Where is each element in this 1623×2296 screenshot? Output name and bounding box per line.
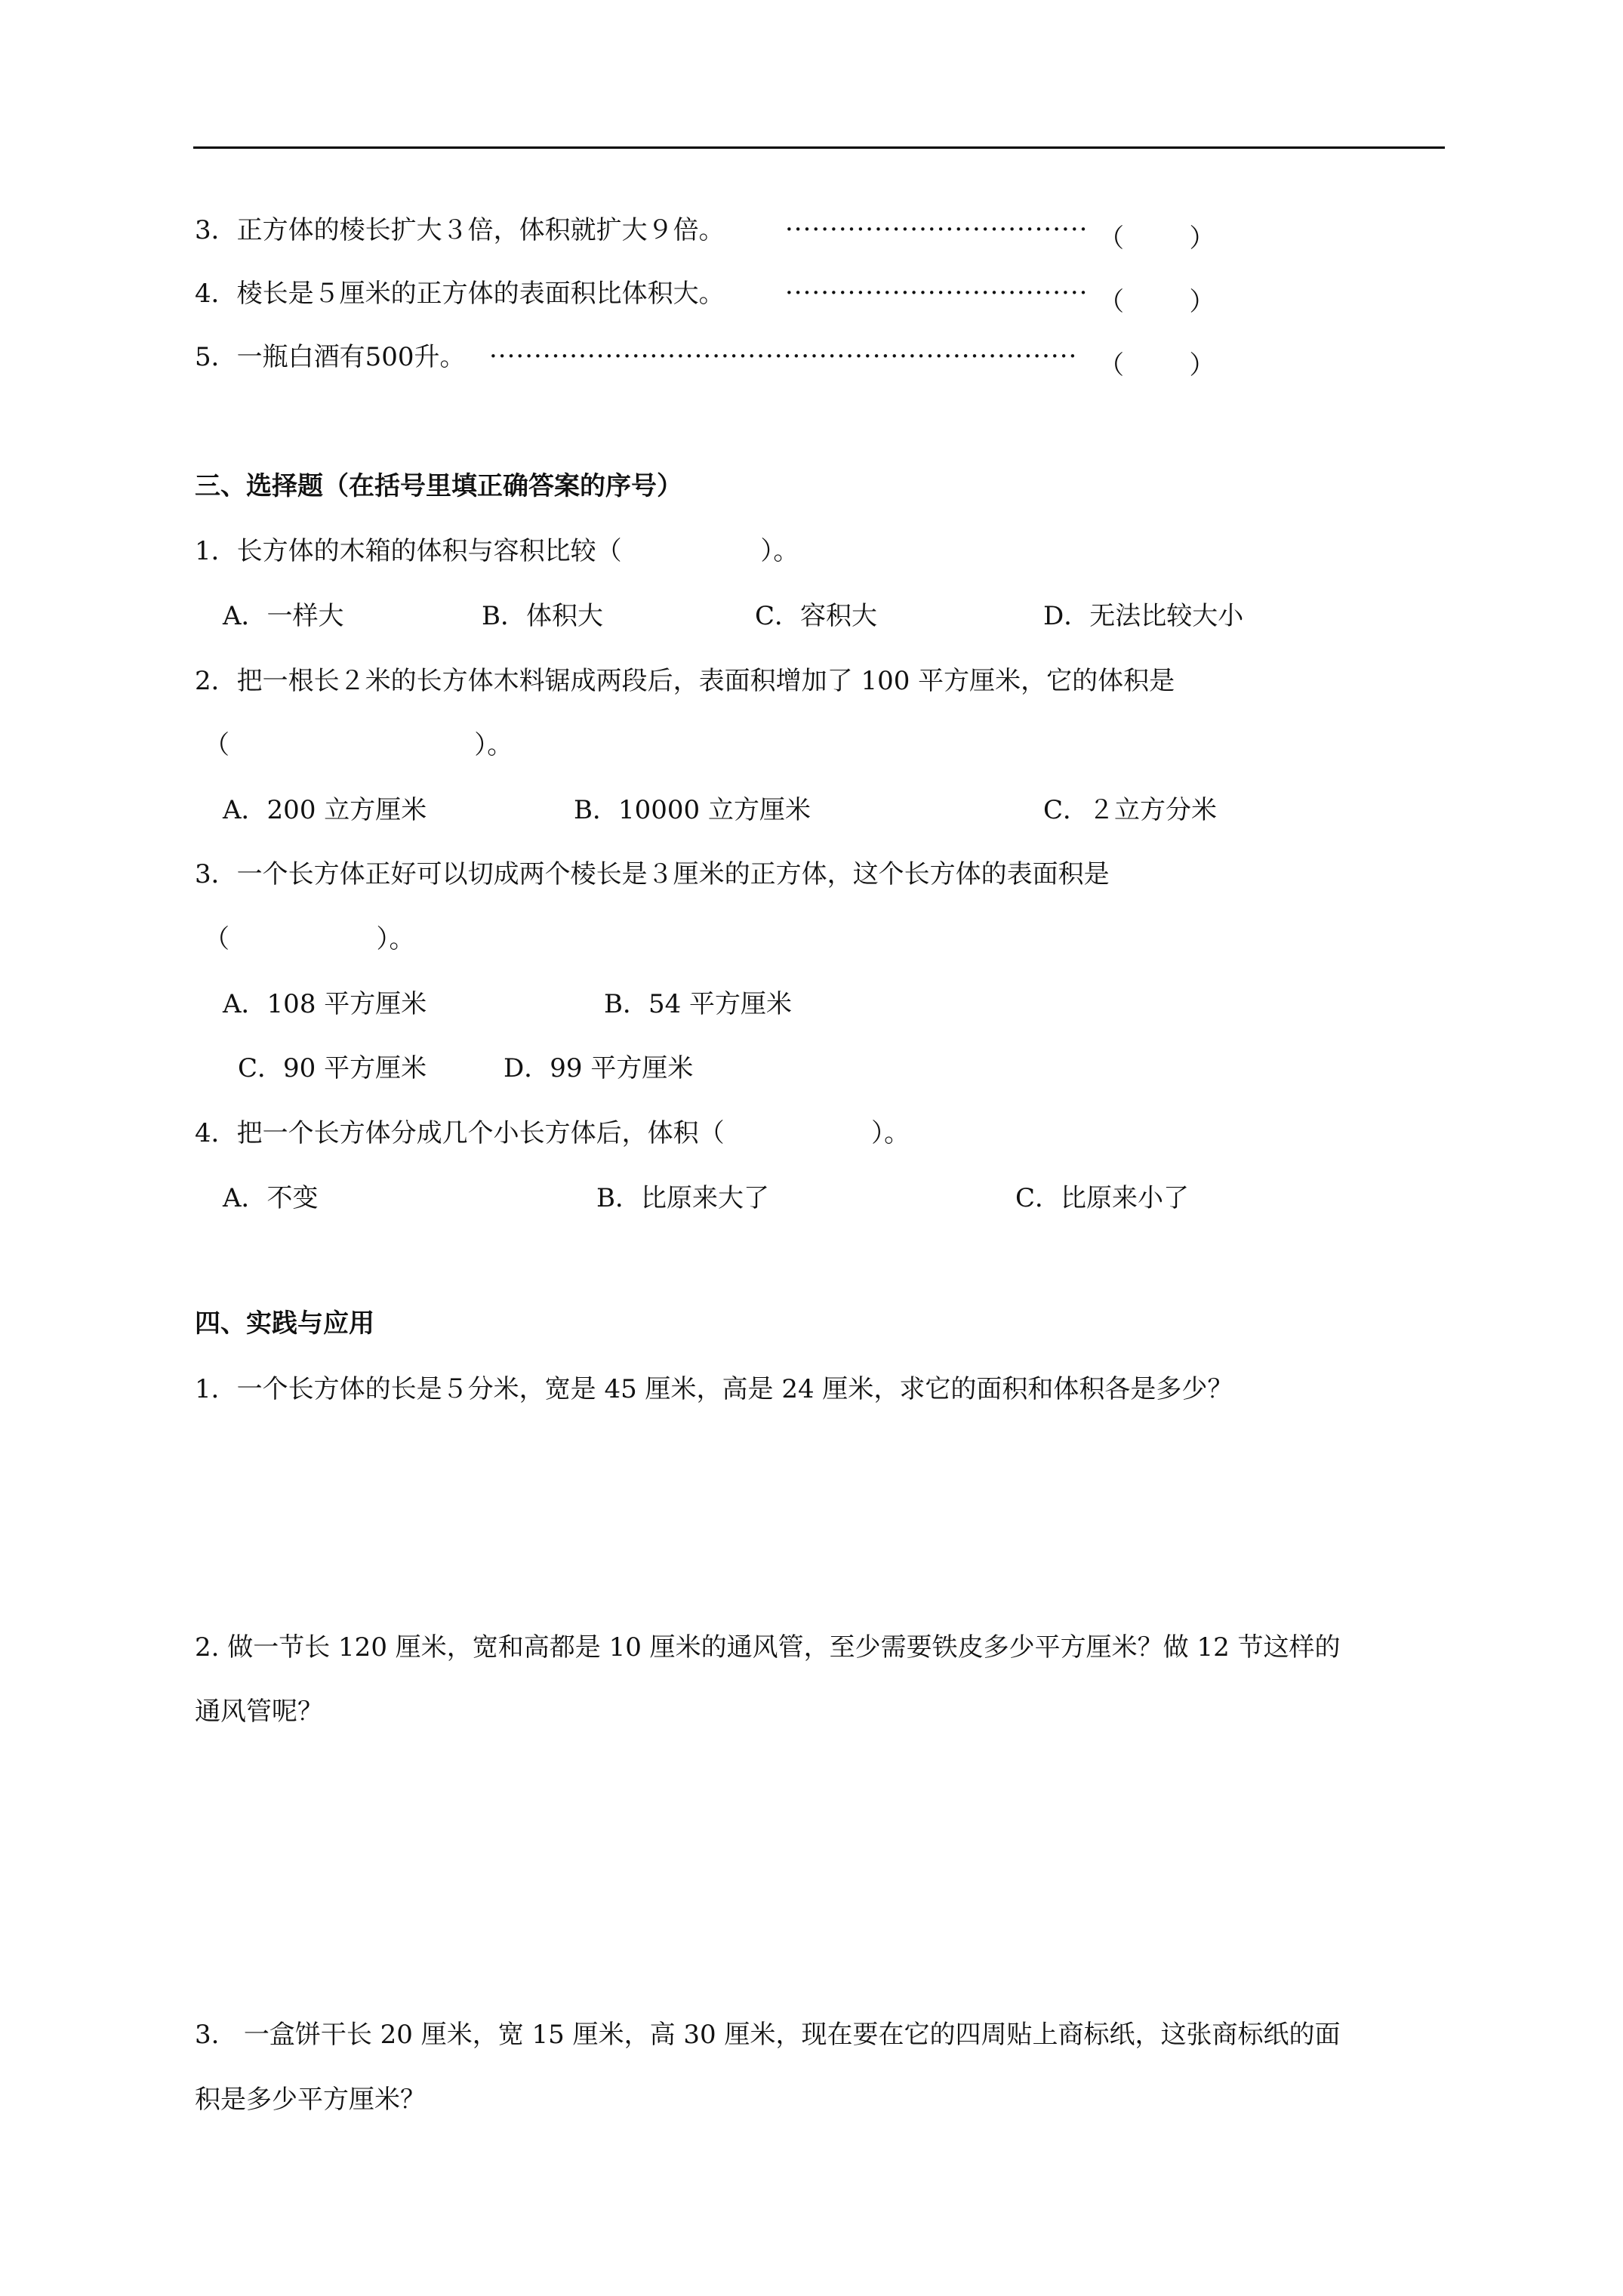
judge-item-4: 4．棱长是５厘米的正方体的表面积比体积大。 bbox=[195, 279, 725, 309]
header-rule bbox=[193, 146, 1445, 149]
s3-q2-option-b[interactable]: B．10000 立方厘米 bbox=[574, 795, 811, 825]
s3-q2-answer-blank[interactable]: （ ）。 bbox=[204, 730, 513, 760]
judge-item-4-dots: ·································· bbox=[785, 278, 1089, 308]
judge-item-3-answer-blank[interactable]: （ ） bbox=[1098, 223, 1215, 254]
s4-q2-line1: 2. 做一节长 120 厘米，宽和高都是 10 厘米的通风管，至少需要铁皮多少平方厘米？做 12 节这样的 bbox=[195, 1632, 1341, 1663]
s3-q3-option-a[interactable]: A．108 平方厘米 bbox=[223, 989, 427, 1019]
section4-title: 四、实践与应用 bbox=[195, 1308, 374, 1339]
judge-item-3-dots: ·································· bbox=[785, 214, 1089, 245]
s3-q4: 4．把一个长方体分成几个小长方体后，体积（ ）。 bbox=[195, 1118, 910, 1148]
s3-q1-option-d[interactable]: D．无法比较大小 bbox=[1043, 601, 1244, 631]
judge-item-4-answer-blank[interactable]: （ ） bbox=[1098, 287, 1215, 317]
judge-item-5-dots: ·································································· bbox=[489, 341, 1078, 371]
s4-q3-line2: 积是多少平方厘米？ bbox=[195, 2085, 426, 2115]
judge-item-3: 3．正方体的棱长扩大３倍，体积就扩大９倍。 bbox=[195, 215, 725, 245]
judge-item-5: 5．一瓶白酒有500升。 bbox=[195, 342, 466, 372]
s3-q2-option-a[interactable]: A．200 立方厘米 bbox=[223, 795, 427, 825]
s3-q3-option-b[interactable]: B．54 平方厘米 bbox=[604, 989, 793, 1019]
s3-q2-option-c[interactable]: C．２立方分米 bbox=[1043, 795, 1218, 825]
s3-q2: 2．把一根长２米的长方体木料锯成两段后，表面积增加了 100 平方厘米，它的体积是 bbox=[195, 666, 1175, 696]
s3-q1-option-b[interactable]: B．体积大 bbox=[482, 601, 603, 631]
s3-q4-option-b[interactable]: B．比原来大了 bbox=[596, 1183, 769, 1213]
s3-q4-option-c[interactable]: C．比原来小了 bbox=[1015, 1183, 1190, 1213]
s4-q3-line1: 3. 一盒饼干长 20 厘米，宽 15 厘米，高 30 厘米，现在要在它的四周贴上商标纸，这张商标纸的面 bbox=[195, 2020, 1341, 2050]
s3-q1-option-c[interactable]: C．容积大 bbox=[755, 601, 878, 631]
judge-item-5-answer-blank[interactable]: （ ） bbox=[1098, 350, 1215, 381]
s4-q1: 1．一个长方体的长是５分米，宽是 45 厘米，高是 24 厘米，求它的面积和体积各是多少？ bbox=[195, 1374, 1233, 1404]
s3-q3-answer-blank[interactable]: （ ）。 bbox=[204, 924, 415, 954]
section3-title: 三、选择题（在括号里填正确答案的序号） bbox=[195, 471, 682, 501]
s3-q1-option-a[interactable]: A．一样大 bbox=[223, 601, 344, 631]
s3-q4-option-a[interactable]: A．不变 bbox=[223, 1183, 319, 1213]
s3-q3: 3．一个长方体正好可以切成两个棱长是３厘米的正方体，这个长方体的表面积是 bbox=[195, 859, 1110, 889]
s3-q3-option-c[interactable]: C．90 平方厘米 bbox=[238, 1053, 427, 1083]
s3-q3-option-d[interactable]: D．99 平方厘米 bbox=[504, 1053, 694, 1083]
s3-q1: 1．长方体的木箱的体积与容积比较（ ）。 bbox=[195, 536, 799, 566]
s4-q2-line2: 通风管呢？ bbox=[195, 1697, 323, 1727]
